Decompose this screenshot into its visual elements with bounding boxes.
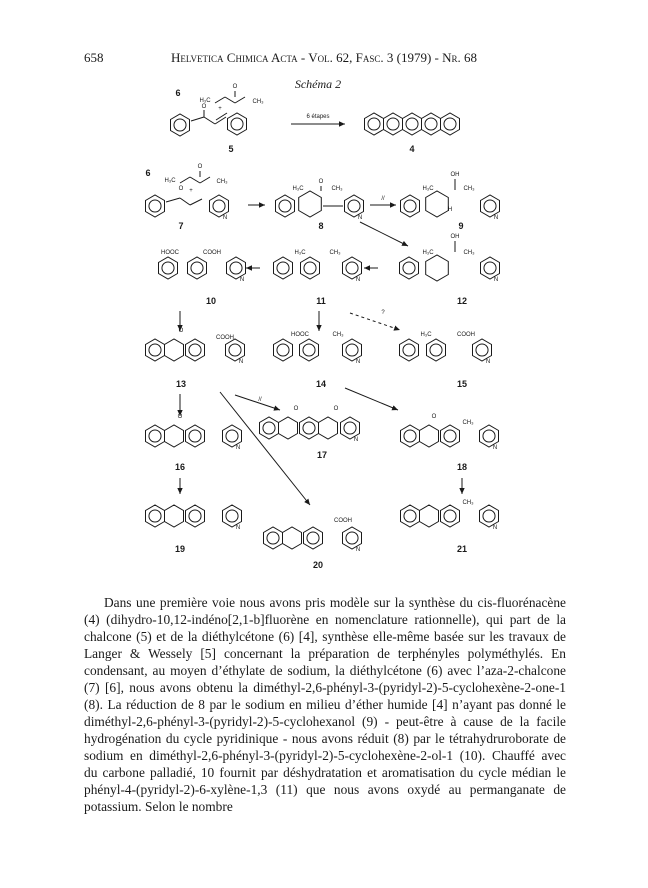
- ring: [401, 505, 420, 527]
- aromatic-circle: [162, 262, 174, 274]
- ring: [300, 417, 319, 439]
- ring: [279, 417, 298, 439]
- carboxyl-label: HOOC: [291, 332, 309, 338]
- nitrogen-label: N: [239, 277, 245, 283]
- ring: [299, 191, 322, 217]
- ring: [343, 339, 362, 361]
- nitrogen-label: N: [493, 215, 499, 221]
- ring: [223, 425, 242, 447]
- aromatic-circle: [277, 344, 289, 356]
- aromatic-circle: [277, 262, 289, 274]
- plus-sign: +: [218, 106, 222, 112]
- ring: [441, 425, 460, 447]
- bond: [216, 113, 227, 120]
- aromatic-circle: [346, 532, 358, 544]
- compound-number-16: 16: [174, 462, 186, 472]
- ring: [226, 339, 245, 361]
- aromatic-circle: [226, 430, 238, 442]
- reaction-arrow: [350, 313, 400, 330]
- compound-number-10: 10: [205, 296, 217, 306]
- aromatic-circle: [404, 200, 416, 212]
- ring: [210, 195, 229, 217]
- methyl-label: H₃C: [422, 186, 434, 192]
- carboxyl-label: COOH: [203, 250, 221, 256]
- ring: [159, 257, 178, 279]
- aromatic-circle: [263, 422, 275, 434]
- scheme-title: Schéma 2: [294, 77, 342, 91]
- bond: [166, 198, 180, 202]
- reagent-count: 6: [145, 168, 151, 178]
- body-paragraph-block: [84, 594, 566, 815]
- ring: [146, 505, 165, 527]
- aromatic-circle: [303, 422, 315, 434]
- aromatic-circle: [483, 430, 495, 442]
- reaction-arrow: [360, 222, 408, 246]
- ring: [146, 339, 165, 361]
- carboxyl-label: COOH: [216, 335, 234, 341]
- methyl-label: CH₃: [462, 500, 474, 506]
- ring: [165, 339, 184, 361]
- blocked-mark: //: [258, 397, 262, 403]
- bond: [225, 97, 235, 103]
- compound-number-8: 8: [318, 221, 324, 231]
- oxygen-label: O: [178, 328, 184, 334]
- aromatic-circle: [149, 200, 161, 212]
- aromatic-circle: [403, 262, 415, 274]
- methyl-label: CH₃: [463, 250, 475, 256]
- nitrogen-label: N: [493, 277, 499, 283]
- methyl-label: H₃C: [292, 186, 304, 192]
- aromatic-circle: [189, 510, 201, 522]
- compound-number-7: 7: [178, 221, 184, 231]
- ring: [403, 113, 422, 135]
- bond: [180, 198, 190, 205]
- methyl-label: CH₃: [332, 332, 344, 338]
- aromatic-circle: [444, 430, 456, 442]
- aromatic-circle: [279, 200, 291, 212]
- compound-number-21: 21: [456, 544, 468, 554]
- compound-number-5: 5: [228, 144, 234, 154]
- aromatic-circle: [404, 510, 416, 522]
- blocked-mark: //: [381, 196, 385, 202]
- ring: [228, 113, 247, 135]
- oxygen-label: O: [333, 406, 339, 412]
- aromatic-circle: [304, 262, 316, 274]
- hydrogen-label: H: [447, 207, 453, 213]
- oxygen-label: O: [431, 414, 437, 420]
- aromatic-circle: [226, 510, 238, 522]
- methyl-label: H₃C: [164, 178, 176, 184]
- nitrogen-label: N: [238, 359, 244, 365]
- nitrogen-label: N: [485, 359, 491, 365]
- bond: [215, 97, 225, 103]
- hydroxyl-label: OH: [450, 172, 460, 178]
- aromatic-circle: [346, 262, 358, 274]
- ring: [165, 505, 184, 527]
- ring: [304, 527, 323, 549]
- aromatic-circle: [348, 200, 360, 212]
- aromatic-circle: [444, 510, 456, 522]
- oxygen-label: O: [178, 186, 184, 192]
- ring: [260, 417, 279, 439]
- aromatic-circle: [484, 200, 496, 212]
- methyl-label: CH₃: [462, 420, 474, 426]
- ring: [274, 257, 293, 279]
- ring: [186, 425, 205, 447]
- ring: [274, 339, 293, 361]
- ring: [441, 505, 460, 527]
- aromatic-circle: [307, 532, 319, 544]
- nitrogen-label: N: [357, 215, 363, 221]
- compound-number-9: 9: [458, 221, 464, 231]
- ring: [146, 195, 165, 217]
- aromatic-circle: [483, 510, 495, 522]
- aromatic-circle: [368, 118, 380, 130]
- methyl-label: H₃C: [422, 250, 434, 256]
- compound-number-14: 14: [315, 379, 327, 389]
- carboxyl-label: HOOC: [161, 250, 179, 256]
- methyl-label: CH₃: [463, 186, 475, 192]
- ring: [365, 113, 384, 135]
- bond: [190, 177, 200, 183]
- ring: [223, 505, 242, 527]
- ring: [481, 257, 500, 279]
- ring: [401, 195, 420, 217]
- aromatic-circle: [344, 422, 356, 434]
- nitrogen-label: N: [355, 359, 361, 365]
- aromatic-circle: [149, 344, 161, 356]
- ring: [186, 505, 205, 527]
- oxygen-label: O: [318, 179, 324, 185]
- carboxyl-label: COOH: [334, 518, 352, 524]
- ring: [171, 114, 190, 136]
- ring: [422, 113, 441, 135]
- compound-number-19: 19: [174, 544, 186, 554]
- oxygen-label: O: [177, 414, 183, 420]
- ring: [473, 339, 492, 361]
- oxygen-label: O: [197, 164, 203, 170]
- ring: [188, 257, 207, 279]
- nitrogen-label: N: [235, 525, 241, 531]
- aromatic-circle: [174, 119, 186, 131]
- compound-number-15: 15: [456, 379, 468, 389]
- ring: [343, 257, 362, 279]
- ring: [165, 425, 184, 447]
- bond: [235, 97, 245, 103]
- bond: [180, 177, 190, 183]
- ring: [400, 339, 419, 361]
- aromatic-circle: [191, 262, 203, 274]
- ring: [426, 255, 449, 281]
- ring: [420, 425, 439, 447]
- ring: [401, 425, 420, 447]
- body-paragraph: Dans une première voie nous avons pris modèle sur la synthèse du cis-fluorénacène (4) (dihydro-10,12-indéno[2,1-b]fluorène en nomenclature rationnelle), qui part de la chalcone (5) et de la diéthylcétone (6) [4], synthèse elle-même basée sur les travaux de Langer & Wessely [5] concernant la préparation de terphényles polyméthylés. En condensant, au moyen d’éthylate de sodium, la diéthylcétone (6) avec l’aza-2-chalcone (7) [6], nous avons obtenu la diméthyl-2,6-phényl-3-(pyridyl-2)-5-cyclohexène-2-one-1 (8). La réduction de 8 par le sodium en milieu d’éther humide [4] n’ayant pas donné le diméthyl-2,6-phényl-3-(pyridyl-2)-5-cyclohexanol (9) - peut-être à cause de la facile hydrogénation du cycle pyridinique - nous avons réduit (8) par le tétrahydruroborate de sodium en diméthyl-2,6-phényl-3-(pyridyl-2)-5-cyclohexène-2-ol-1 (10). Chauffé avec du carbone palladié, 10 fournit par déshydratation et aromatisation du cycle médian le phényl-4-(pyridyl-2)-6-xylène-1,3 (11) que nous avons oxydé au permanganate de potassium. Selon le nombre: [84, 595, 566, 814]
- reaction-arrow: [345, 388, 398, 410]
- carboxyl-label: COOH: [457, 332, 475, 338]
- aromatic-circle: [231, 118, 243, 130]
- reagent-count: 6: [175, 88, 181, 98]
- ring: [480, 425, 499, 447]
- ring: [480, 505, 499, 527]
- aromatic-circle: [149, 510, 161, 522]
- ring: [426, 191, 449, 217]
- aromatic-circle: [229, 344, 241, 356]
- methyl-label: CH₃: [331, 186, 343, 192]
- nitrogen-label: N: [355, 547, 361, 553]
- ring: [481, 195, 500, 217]
- methyl-label: CH₃: [216, 179, 228, 185]
- compound-number-17: 17: [316, 450, 328, 460]
- aromatic-circle: [425, 118, 437, 130]
- compound-number-20: 20: [312, 560, 324, 570]
- ring: [420, 505, 439, 527]
- question-mark: ?: [381, 310, 385, 316]
- compound-number-12: 12: [456, 296, 468, 306]
- methyl-label: CH₃: [252, 99, 264, 105]
- oxygen-label: O: [232, 84, 238, 90]
- ring: [345, 195, 364, 217]
- ring: [227, 257, 246, 279]
- methyl-label: H₃C: [294, 250, 306, 256]
- bond: [215, 117, 226, 124]
- compound-number-18: 18: [456, 462, 468, 472]
- nitrogen-label: N: [353, 437, 359, 443]
- aromatic-circle: [267, 532, 279, 544]
- bond: [200, 177, 210, 183]
- oxygen-label: O: [293, 406, 299, 412]
- aromatic-circle: [303, 344, 315, 356]
- aromatic-circle: [213, 200, 225, 212]
- nitrogen-label: N: [222, 215, 228, 221]
- hydroxyl-label: OH: [450, 234, 460, 240]
- ring: [264, 527, 283, 549]
- aromatic-circle: [404, 430, 416, 442]
- nitrogen-label: N: [492, 445, 498, 451]
- nitrogen-label: N: [235, 445, 241, 451]
- page-number: 658: [84, 50, 104, 65]
- aromatic-circle: [484, 262, 496, 274]
- ring: [186, 339, 205, 361]
- aromatic-circle: [387, 118, 399, 130]
- compound-number-4: 4: [409, 144, 415, 154]
- aromatic-circle: [444, 118, 456, 130]
- aromatic-circle: [346, 344, 358, 356]
- compound-number-13: 13: [175, 379, 187, 389]
- aromatic-circle: [476, 344, 488, 356]
- ring: [427, 339, 446, 361]
- aromatic-circle: [149, 430, 161, 442]
- ring: [319, 417, 338, 439]
- arrow-label: 6 étapes: [306, 114, 330, 120]
- aromatic-circle: [406, 118, 418, 130]
- aromatic-circle: [230, 262, 242, 274]
- bond: [190, 199, 202, 205]
- ring: [146, 425, 165, 447]
- plus-sign: +: [189, 188, 193, 194]
- methyl-label: H₃C: [420, 332, 432, 338]
- ring: [276, 195, 295, 217]
- oxygen-label: O: [201, 104, 207, 110]
- methyl-label: CH₃: [329, 250, 341, 256]
- nitrogen-label: N: [492, 525, 498, 531]
- ring: [300, 339, 319, 361]
- bond: [204, 117, 215, 124]
- aromatic-circle: [189, 430, 201, 442]
- aromatic-circle: [403, 344, 415, 356]
- ring: [384, 113, 403, 135]
- aromatic-circle: [189, 344, 201, 356]
- bond: [191, 117, 204, 121]
- compound-number-11: 11: [316, 296, 326, 306]
- ring: [341, 417, 360, 439]
- ring: [301, 257, 320, 279]
- nitrogen-label: N: [355, 277, 361, 283]
- ring: [343, 527, 362, 549]
- ring: [441, 113, 460, 135]
- aromatic-circle: [430, 344, 442, 356]
- methyl-label: H₃C: [199, 98, 211, 104]
- ring: [400, 257, 419, 279]
- journal-citation: Helvetica Chimica Acta - Vol. 62, Fasc. 3 (1979) - Nr. 68: [171, 50, 478, 65]
- ring: [283, 527, 302, 549]
